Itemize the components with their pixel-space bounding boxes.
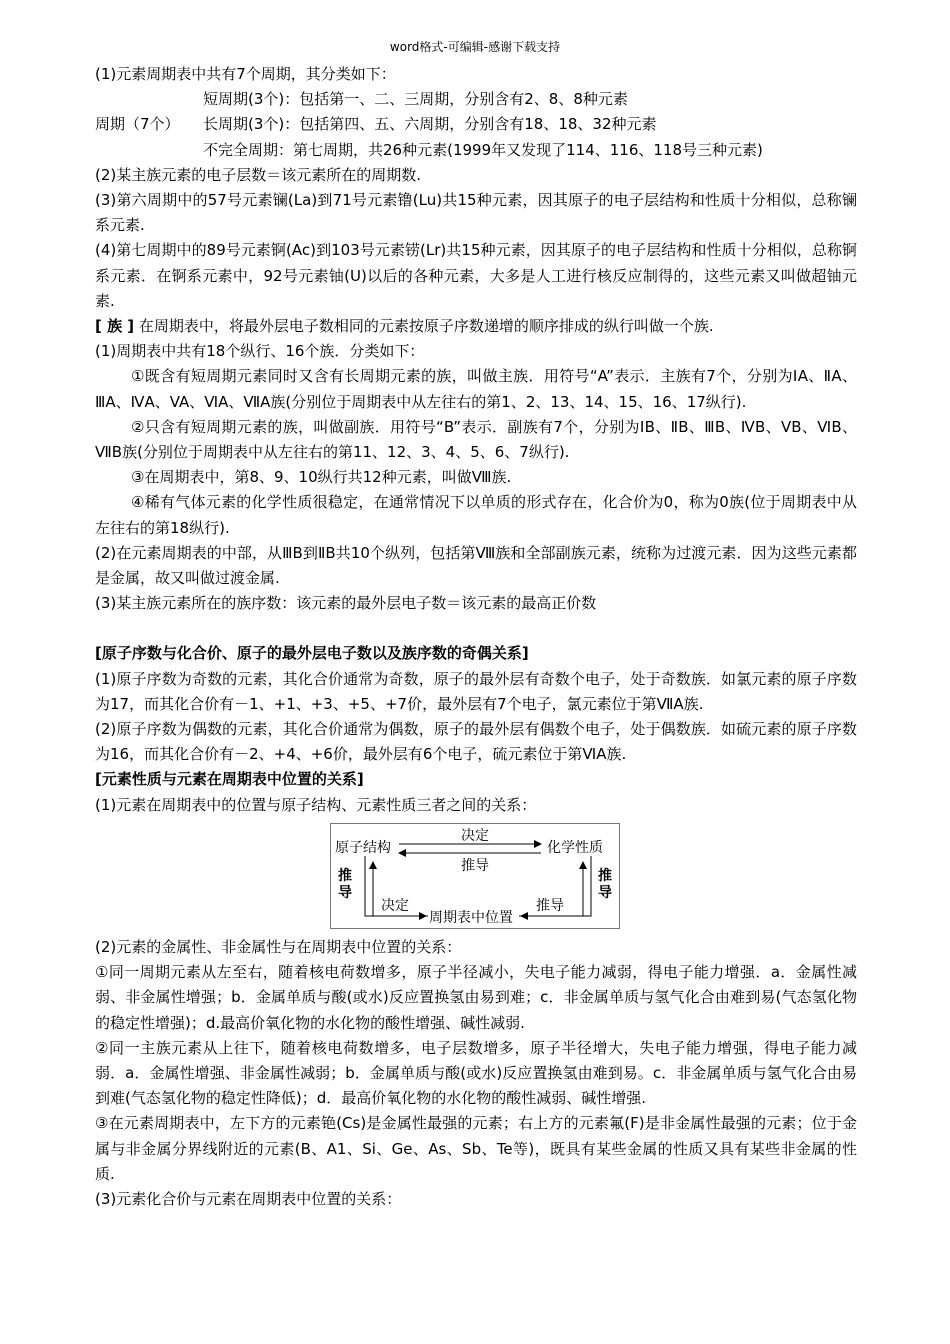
group-0-paragraph: ④稀有气体元素的化学性质很稳定，在通常情况下以单质的形式存在，化合价为0，称为0族(位于周期表中从左往右的第18纵行).: [95, 493, 857, 537]
document-body: [95, 62, 857, 1212]
transition-paragraph: (2)在元素周期表的中部，从ⅢB到ⅡB共10个纵列，包括第Ⅷ族和全部副族元素，统称为过渡元素．因为这些元素都是金属，故又叫做过渡金属.: [95, 543, 857, 588]
group-number-paragraph: (3)某主族元素所在的族序数：该元素的最外层电子数＝该元素的最高正价数: [95, 594, 597, 613]
same-group-paragraph: ②同一主族元素从上往下，随着核电荷数增多，电子层数增多，原子半径增大，失电子能力增强，得电子能力减弱．a．金属性增强、非金属性减弱；b．金属单质与酸(或水)反应置换氢由难到易。c．非金属单质与氢气化合由易到难(气态氢化物的稳定性降低)；d．最高价氧化物的水化物的酸性减弱、碱性增强.: [95, 1038, 857, 1108]
short-period-line: 短周期(3个)：包括第一、二、三周期，分别含有2、8、8种元素: [203, 90, 628, 109]
decide-bottom-label: 决定: [381, 897, 409, 914]
period-intro: (1)元素周期表中共有7个周期，其分类如下：: [95, 65, 396, 83]
group-8-paragraph: ③在周期表中，第8、9、10纵行共12种元素，叫做Ⅷ族.: [131, 468, 512, 487]
extreme-elements-paragraph: ③在元素周期表中，左下方的元素铯(Cs)是金属性最强的元素；右上方的元素氟(F)是非金属性最强的元素；位于金属与非金属分界线附近的元素(B、A1、Si、Ge、As、Sb、Te等)，既具有某些金属的性质又具有某些非金属的性质.: [95, 1114, 857, 1183]
parity-odd-paragraph: (1)原子序数为奇数的元素，其化合价通常为奇数，原子的最外层有奇数个电子，处于奇数族．如氯元素的原子序数为17，而其化合价有－1、+1、+3、+5、+7价，最外层有7个电子，氯元素位于第ⅦA族.: [95, 669, 857, 713]
chem-property-label: 化学性质: [547, 839, 603, 856]
actinide-paragraph: (4)第七周期中的89号元素锕(Ac)到103号元素铹(Lr)共15种元素，因其原子的电子层结构和性质十分相似，总称锕系元素．在锕系元素中，92号元素铀(U)以后的各种元素，大多是人工进行核反应制得的，这些元素又叫做超铀元素.: [95, 241, 857, 310]
derive-left-label: 推导: [338, 867, 352, 901]
long-period-row: [95, 112, 857, 137]
page-header: word格式-可编辑-感谢下载支持: [389, 40, 561, 54]
derive-right-label: 推导: [598, 867, 612, 901]
derive-top-label: 推导: [461, 857, 489, 874]
relation-title: [元素性质与元素在周期表中位置的关系]: [95, 770, 364, 789]
valence-relation-intro: (3)元素化合价与元素在周期表中位置的关系：: [95, 1189, 402, 1208]
parity-even-paragraph: (2)原子序数为偶数的元素，其化合价通常为偶数，原子的最外层有偶数个电子，处于偶数族．如硫元素的原子序数为16，而其化合价有－2、+4、+6价，最外层有6个电子，硫元素位于第ⅥA族.: [95, 720, 857, 764]
spacer: [95, 616, 857, 641]
main-group-paragraph: ①既含有短周期元素同时又含有长周期元素的族，叫做主族．用符号“A”表示．主族有7个，分别为ⅠA、ⅡA、ⅢA、ⅣA、VA、ⅥA、ⅦA族(分别位于周期表中从左往右的第1、2、13、14、15、16、17纵行).: [95, 367, 857, 411]
group-definition: [95, 314, 857, 339]
long-period-line: 长周期(3个)：包括第四、五、六周期，分别含有18、18、32种元素: [203, 115, 657, 134]
sub-group-paragraph: ②只含有短周期元素的族，叫做副族．用符号“B”表示．副族有7个，分别为ⅠB、ⅡB、ⅢB、ⅣB、VB、ⅥB、ⅦB族(分别位于周期表中从左往右的第11、12、3、4、5、6、7纵行).: [95, 417, 857, 462]
relation-diagram: [330, 823, 620, 929]
period-label: 周期（7个）: [95, 115, 180, 134]
decide-top-label: 决定: [461, 827, 489, 844]
lanthanide-paragraph: (3)第六周期中的57号元素镧(La)到71号元素镥(Lu)共15种元素，因其原子的电子层结构和性质十分相似，总称镧系元素.: [95, 191, 857, 235]
incomplete-period-line: 不完全周期：第七周期，共26种元素(1999年又发现了114、116、118号三种元素): [203, 140, 763, 159]
period-electron-layers: (2)某主族元素的电子层数＝该元素所在的周期数.: [95, 165, 422, 184]
position-label: 周期表中位置: [429, 909, 513, 926]
atom-structure-label: 原子结构: [335, 839, 391, 856]
same-period-paragraph: ①同一周期元素从左至右，随着核电荷数增多，原子半径减小，失电子能力减弱，得电子能力增强．a．金属性减弱、非金属性增强；b．金属单质与酸(或水)反应置换氢由易到难；c．非金属单质与氢气化合由难到易(气态氢化物的稳定性增强)；d.最高价氧化物的水化物的酸性增强、碱性减弱.: [95, 963, 857, 1032]
group-title: [ 族 ]: [95, 317, 135, 336]
group-definition-text: 在周期表中，将最外层电子数相同的元素按原子序数递增的顺序排成的纵行叫做一个族.: [134, 317, 714, 336]
metal-relation-intro: (2)元素的金属性、非金属性与在周期表中位置的关系：: [95, 937, 462, 956]
group-count: (1)周期表中共有18个纵行、16个族．分类如下：: [95, 342, 425, 361]
parity-title: [原子序数与化合价、原子的最外层电子数以及族序数的奇偶关系]: [95, 644, 529, 663]
derive-bottom-label: 推导: [536, 897, 564, 914]
relation-intro: (1)元素在周期表中的位置与原子结构、元素性质三者之间的关系：: [95, 795, 537, 814]
